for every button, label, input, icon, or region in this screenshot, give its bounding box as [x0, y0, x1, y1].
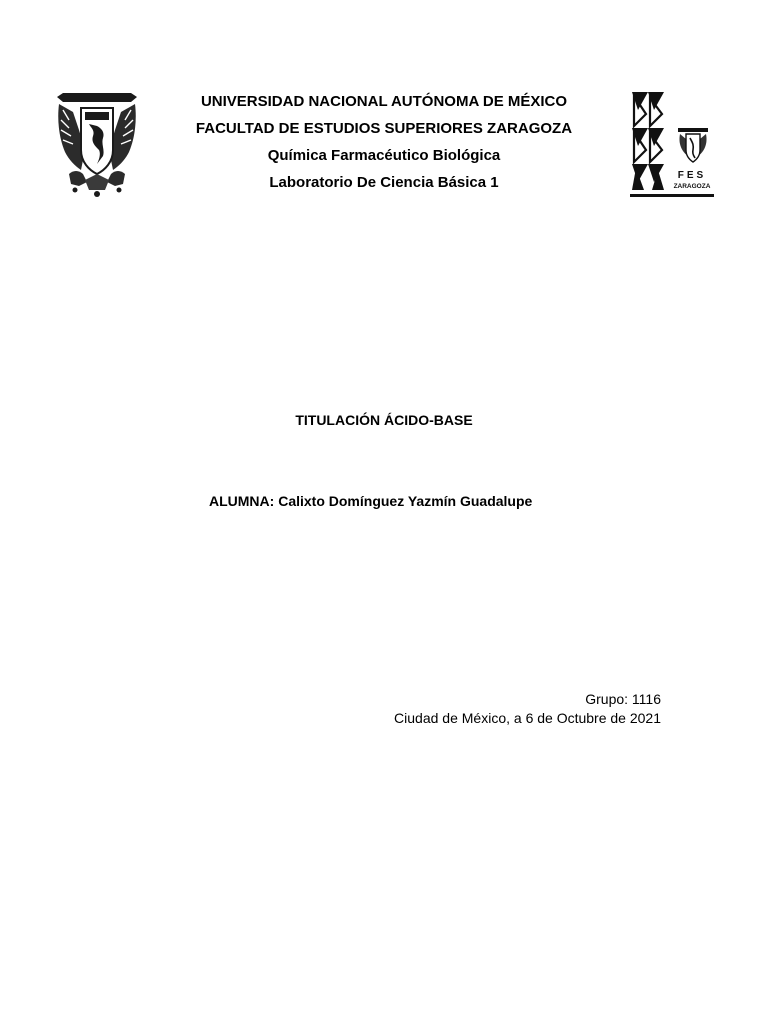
document-header — [0, 88, 768, 196]
group-number: Grupo: 1116 — [585, 691, 661, 707]
place-and-date: Ciudad de México, a 6 de Octubre de 2021 — [394, 710, 661, 726]
program-name: Química Farmacéutico Biológica — [267, 147, 501, 164]
course-name: Laboratorio De Ciencia Básica 1 — [269, 174, 499, 191]
university-name: UNIVERSIDAD NACIONAL AUTÓNOMA DE MÉXICO — [200, 93, 568, 110]
document-footer — [394, 690, 661, 728]
fes-logo-text: FES — [677, 170, 707, 181]
student-name: ALUMNA: Calixto Domínguez Yazmín Guadalupe — [209, 493, 533, 509]
document-title: TITULACIÓN ÁCIDO-BASE — [295, 412, 473, 428]
faculty-name: FACULTAD DE ESTUDIOS SUPERIORES ZARAGOZA — [195, 120, 573, 137]
zaragoza-logo-text: ZARAGOZA — [673, 183, 711, 190]
